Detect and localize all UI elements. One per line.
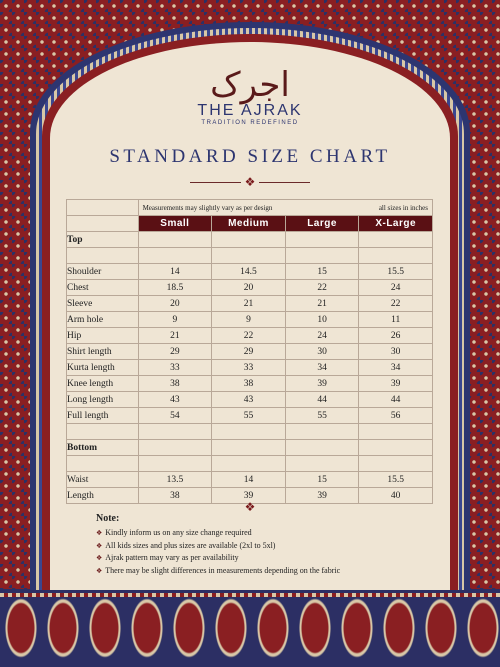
row-label: Sleeve: [67, 296, 139, 312]
table-cell: [359, 440, 433, 456]
table-cell: [138, 248, 212, 264]
bullet-icon: ❖: [96, 566, 103, 575]
table-cell: 15: [285, 472, 359, 488]
table-cell: 29: [138, 344, 212, 360]
table-cell: [138, 232, 212, 248]
table-cell: 40: [359, 488, 433, 504]
table-header-row: [67, 216, 433, 232]
note-item: [96, 565, 340, 578]
table-cell: 14: [212, 472, 286, 488]
row-label: Length: [67, 488, 139, 504]
table-cell: 20: [212, 280, 286, 296]
table-cell: 39: [285, 376, 359, 392]
table-row: [67, 312, 433, 328]
table-cell: 10: [285, 312, 359, 328]
table-cell: 39: [359, 376, 433, 392]
table-cell: 34: [359, 360, 433, 376]
table-cell: 56: [359, 408, 433, 424]
decorative-bottom-border: [0, 589, 500, 667]
header-blank: [67, 216, 139, 232]
row-label: Long length: [67, 392, 139, 408]
table-cell: 24: [359, 280, 433, 296]
table-cell: 15.5: [359, 264, 433, 280]
table-cell: 22: [359, 296, 433, 312]
column-header-small: Small: [138, 216, 212, 232]
ornament-icon: ❖: [244, 175, 256, 189]
table-cell: [285, 440, 359, 456]
table-cell: [359, 232, 433, 248]
notes-title: Note:: [96, 513, 120, 524]
table-cell: [67, 424, 139, 440]
table-cell: [212, 232, 286, 248]
table-cell: 38: [138, 376, 212, 392]
table-cell: [67, 456, 139, 472]
table-cell: 55: [285, 408, 359, 424]
table-row: [67, 472, 433, 488]
table-cell: 9: [138, 312, 212, 328]
note-text: All kids sizes and plus sizes are available (2xl to 5xl): [105, 540, 276, 550]
note-text: Kindly inform us on any size change required: [105, 528, 252, 537]
table-cell: 11: [359, 312, 433, 328]
table-cell: 55: [212, 408, 286, 424]
table-row: [67, 296, 433, 312]
table-cell: [212, 248, 286, 264]
brand-logo: [0, 65, 500, 126]
table-note-row: [67, 200, 433, 216]
table-cell: 54: [138, 408, 212, 424]
note-item: [96, 552, 340, 565]
note-text: There may be slight differences in measurements depending on the fabric: [105, 565, 341, 575]
table-cell: 21: [138, 328, 212, 344]
notes-section: [96, 513, 340, 577]
table-cell: 44: [285, 392, 359, 408]
row-label: Shoulder: [67, 264, 139, 280]
spacer-row: [67, 248, 433, 264]
table-cell: [359, 456, 433, 472]
row-label: Shirt length: [67, 344, 139, 360]
table-cell: [359, 424, 433, 440]
table-row: [67, 344, 433, 360]
table-cell: 9: [212, 312, 286, 328]
row-label: Full length: [67, 408, 139, 424]
measurement-note-text: Measurements may slightly vary as per design: [142, 203, 273, 212]
table-cell: 44: [359, 392, 433, 408]
table-cell: [212, 424, 286, 440]
table-cell: 26: [359, 328, 433, 344]
note-item: [96, 527, 340, 540]
column-header-medium: Medium: [212, 216, 286, 232]
table-row: [67, 408, 433, 424]
table-row: [67, 360, 433, 376]
row-label: Hip: [67, 328, 139, 344]
table-cell: 15.5: [359, 472, 433, 488]
column-header-large: Large: [285, 216, 359, 232]
table-cell: [359, 248, 433, 264]
table-cell: 15: [285, 264, 359, 280]
table-cell: 24: [285, 328, 359, 344]
note-text: Ajrak pattern may vary as per availability: [105, 553, 239, 562]
row-label: Chest: [67, 280, 139, 296]
section-title: Top: [67, 232, 139, 248]
table-cell: 29: [212, 344, 286, 360]
measurement-note: [138, 200, 432, 216]
table-cell: 20: [138, 296, 212, 312]
table-cell: 21: [212, 296, 286, 312]
logo-calligraphy: اجرک: [210, 65, 290, 105]
table-cell: [285, 456, 359, 472]
row-label: Kurta length: [67, 360, 139, 376]
row-label: Arm hole: [67, 312, 139, 328]
table-cell: 14: [138, 264, 212, 280]
bullet-icon: ❖: [96, 554, 103, 562]
section-row: [67, 440, 433, 456]
logo-name: THE AJRAK: [197, 102, 303, 119]
table-cell: [67, 248, 139, 264]
table-cell: [67, 200, 139, 216]
table-cell: [285, 232, 359, 248]
table-cell: 38: [212, 376, 286, 392]
table-cell: [212, 440, 286, 456]
table-cell: 39: [212, 488, 286, 504]
table-row: [67, 392, 433, 408]
notes-divider: [190, 500, 310, 514]
table-cell: 21: [285, 296, 359, 312]
table-cell: 18.5: [138, 280, 212, 296]
table-cell: 30: [359, 344, 433, 360]
table-cell: [138, 424, 212, 440]
table-cell: [285, 248, 359, 264]
table-cell: 34: [285, 360, 359, 376]
title-divider: [190, 175, 310, 189]
table-cell: 14.5: [212, 264, 286, 280]
spacer-row: [67, 424, 433, 440]
table-cell: 22: [212, 328, 286, 344]
table-cell: 39: [285, 488, 359, 504]
table-cell: 33: [212, 360, 286, 376]
spacer-row: [67, 456, 433, 472]
table-cell: [138, 440, 212, 456]
table-cell: 22: [285, 280, 359, 296]
table-row: [67, 376, 433, 392]
bullet-icon: ❖: [96, 529, 103, 537]
section-title: Bottom: [67, 440, 139, 456]
table-cell: [212, 456, 286, 472]
table-cell: 43: [138, 392, 212, 408]
table-row: [67, 280, 433, 296]
table-cell: [285, 424, 359, 440]
table-cell: [138, 456, 212, 472]
page-title: STANDARD SIZE CHART: [109, 146, 391, 167]
bullet-icon: ❖: [96, 541, 103, 550]
section-row: [67, 232, 433, 248]
table-cell: 38: [138, 488, 212, 504]
table-cell: 43: [212, 392, 286, 408]
ornament-icon: ❖: [244, 500, 256, 514]
size-chart-table: [66, 199, 433, 504]
table-cell: 33: [138, 360, 212, 376]
column-header-x-large: X-Large: [359, 216, 433, 232]
logo-tagline: TRADITION REDEFINED: [201, 120, 299, 126]
table-cell: 30: [285, 344, 359, 360]
row-label: Knee length: [67, 376, 139, 392]
units-note-text: all sizes in inches: [378, 203, 428, 212]
row-label: Waist: [67, 472, 139, 488]
table-row: [67, 264, 433, 280]
table-cell: 13.5: [138, 472, 212, 488]
note-item: [96, 540, 340, 553]
table-row: [67, 328, 433, 344]
